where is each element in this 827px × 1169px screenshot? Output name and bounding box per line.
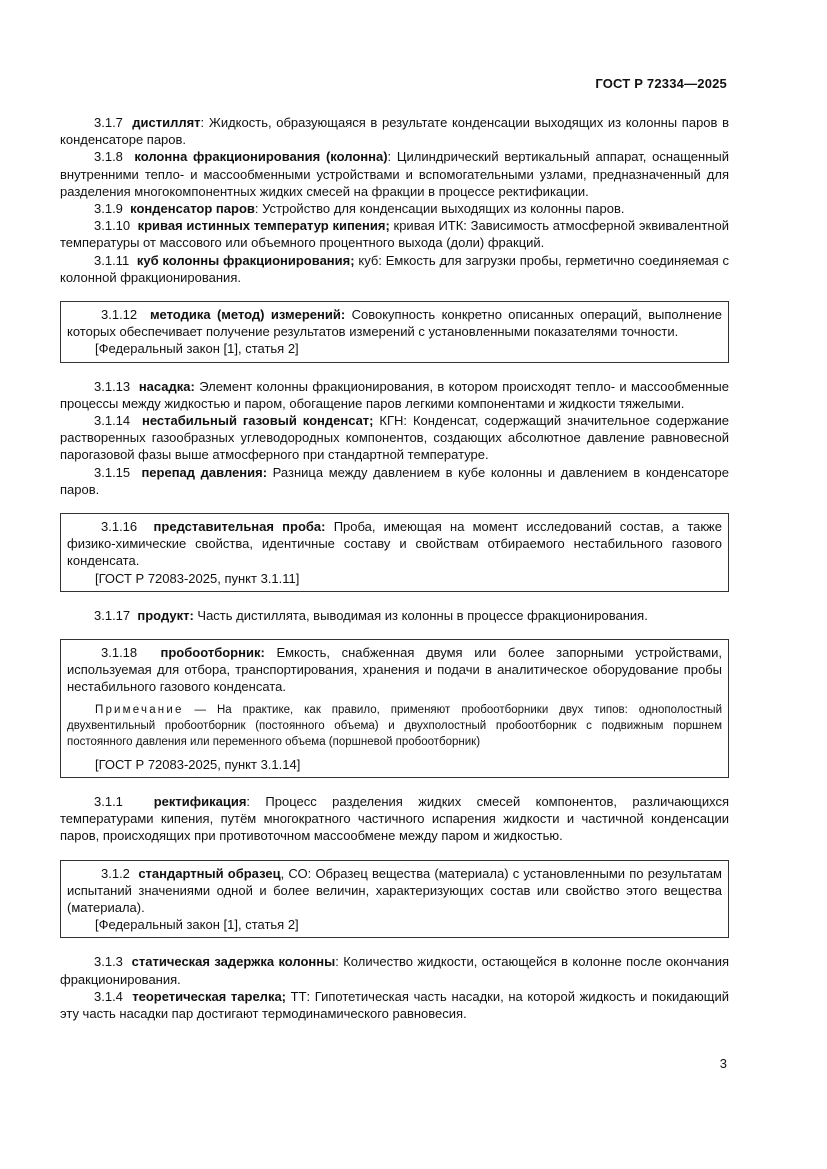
term: стандартный образец <box>138 865 281 881</box>
term: нестабильный газовый конденсат; <box>141 413 374 429</box>
term: насадка: <box>138 378 195 394</box>
term: колонна фракционирования (колонна) <box>134 149 388 165</box>
term-definition: 3.1.12 методика (метод) измерений: Совокупность конкретно описанных операций, выполнение которых обеспечивает получение результатов измерений с установленными показателями точности. <box>67 307 722 340</box>
quoted-definition-box <box>60 513 729 592</box>
page-number: 3 <box>719 1056 727 1071</box>
source-reference: [Федеральный закон [1], статья 2] <box>95 341 299 357</box>
term-definition: 3.1.15 перепад давления: Разница между давлением в кубе колонны и давлением в конденсаторе паров. <box>60 464 729 497</box>
document-body <box>60 114 729 1022</box>
quoted-definition-box <box>60 301 729 363</box>
quoted-definition-box <box>60 639 729 778</box>
term-definition: 3.1.11 куб колонны фракционирования; куб: Емкость для загрузки пробы, герметично соединяемая с колонной фракционирования. <box>60 252 729 285</box>
quoted-definition-box <box>60 860 729 939</box>
term: ректификация <box>153 793 247 809</box>
term-definition: 3.1.16 представительная проба: Проба, имеющая на момент исследований состав, а также физико-химические свойства, идентичные составу и свойствам отбираемого нестабильного газового конденсата. <box>67 519 722 569</box>
note: Примечание — На практике, как правило, применяют пробоотборники двух типов: однополостный двухвентильный пробоотборник (постоянного объема) и двухполостный пробоотборник с подвижным поршнем постоянного давления или переменного объема (поршневой пробоотборник) <box>67 703 722 748</box>
term: куб колонны фракционирования; <box>136 252 355 268</box>
term-definition: 3.1.8 колонна фракционирования (колонна): Цилиндрический вертикальный аппарат, оснащенный внутренними тепло- и массообменными устройствами и вспомогательными узлами, предназначенный для разделения многокомпонентных жидких смесей на фракции в процессе ректификации. <box>60 149 729 199</box>
term: перепад давления: <box>141 464 268 480</box>
document-code: ГОСТ Р 72334—2025 <box>595 76 727 91</box>
term: статическая задержка колонны <box>131 954 336 970</box>
term-definition: 3.1.2 стандартный образец, СО: Образец вещества (материала) с установленными по результатам испытаний значениями одной и более величин, характеризующих состав или свойство этого вещества (материала). <box>67 865 722 915</box>
source-reference: [Федеральный закон [1], статья 2] <box>95 917 299 933</box>
term-definition: 3.1.4 теоретическая тарелка; ТТ: Гипотетическая часть насадки, на которой жидкость и покидающий эту часть насадки пар достигают термодинамического равновесия. <box>60 988 729 1021</box>
source-reference: [ГОСТ Р 72083-2025, пункт 3.1.11] <box>95 570 300 586</box>
term: дистиллят <box>132 115 201 130</box>
term: конденсатор паров <box>130 201 255 217</box>
term: продукт: <box>137 607 194 623</box>
source-reference: [ГОСТ Р 72083-2025, пункт 3.1.14] <box>95 756 301 772</box>
term: теоретическая тарелка; <box>132 988 287 1004</box>
term-definition: 3.1.1 ректификация: Процесс разделения жидких смесей компонентов, различающихся температурами кипения, путём многократного частичного испарения жидкости и частичной конденсации паров, происходящих при противоточном массообмене между паром и жидкостью. <box>60 793 729 844</box>
term-definition: 3.1.7 дистиллят: Жидкость, образующаяся в результате конденсации выходящих из колонны паров в конденсаторе паров. <box>60 115 729 148</box>
term-definition: 3.1.18 пробоотборник: Емкость, снабженная двумя или более запорными устройствами, используемая для отбора, транспортирования, хранения и подачи в аналитическое оборудование пробы нестабильного газового конденсата. <box>67 645 722 695</box>
term-definition: 3.1.14 нестабильный газовый конденсат; КГН: Конденсат, содержащий значительное содержание растворенных газообразных углеводородных компонентов, создающих абсолютное давление равновесной парогазовой фазы выше атмосферного при стандартной температуре. <box>60 413 729 463</box>
term: пробоотборник: <box>160 645 265 661</box>
term-definition: 3.1.10 кривая истинных температур кипения; кривая ИТК: Зависимость атмосферной эквивалентной температуры от массового или объемного процентного выхода (доли) фракций. <box>60 218 729 251</box>
term-definition: 3.1.3 статическая задержка колонны: Количество жидкости, остающейся в колонне после окончания фракционирования. <box>60 954 730 987</box>
note-label: Примечание <box>95 703 184 716</box>
term: кривая истинных температур кипения; <box>137 218 390 234</box>
term-definition: 3.1.17 продукт: Часть дистиллята, выводимая из колонны в процессе фракционирования. <box>94 607 648 623</box>
term: методика (метод) измерений: <box>149 307 346 323</box>
term: представительная проба: <box>153 519 326 535</box>
term-definition: 3.1.9 конденсатор паров: Устройство для конденсации выходящих из колонны паров. <box>94 201 625 217</box>
term-definition: 3.1.13 насадка: Элемент колонны фракционирования, в котором происходят тепло- и массообменные процессы между жидкостью и паром, обогащение паров легкими компонентами и жидкости тяжелыми. <box>60 378 729 411</box>
